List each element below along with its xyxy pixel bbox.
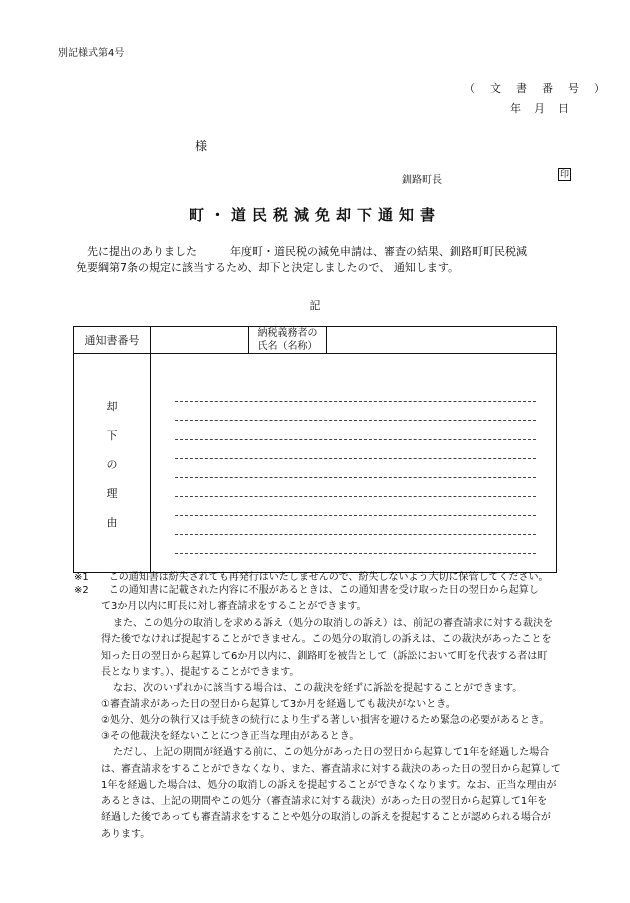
reason-line <box>175 420 536 421</box>
reason-char-4: 理 <box>106 487 118 500</box>
reason-char-2: 下 <box>106 429 118 442</box>
reason-char-3: の <box>106 458 118 471</box>
note-line: て3か月以内に町長に対し審査請求をすることができます。 <box>101 601 367 612</box>
reason-line <box>175 458 536 459</box>
taxpayer-name-label <box>249 327 327 354</box>
rejection-reason-label <box>74 354 151 573</box>
note-line: 1年を経過した場合は、処分の取消しの訴えを提起することができなくなります。なお、正当な理由が <box>101 780 557 791</box>
taxpayer-label-line1: 納税義務者の <box>257 328 318 339</box>
document-number: （ 文 書 番 号 ） <box>464 82 607 95</box>
form-number: 別記様式第4号 <box>58 48 125 59</box>
note-line: あるときは、上記の期間やこの処分（審査請求に対する裁決）があった日の翌日から起算して1年を <box>101 796 548 807</box>
reason-line <box>175 477 536 478</box>
seal-stamp: 印 <box>559 170 569 180</box>
taxpayer-name-field[interactable] <box>327 327 557 354</box>
notice-table <box>73 326 557 573</box>
document-title: 町・道民税減免却下通知書 <box>188 206 441 224</box>
note-line: ②処分、処分の執行又は手続きの続行により生ずる著しい損害を避けるため緊急の必要があるとき。 <box>101 715 550 726</box>
notice-number-field[interactable] <box>151 327 249 354</box>
note-line: ※1 この通知書は紛失されても再発行はいたしませんので、紛失しないよう大切に保管してください。 <box>74 572 549 583</box>
reason-line <box>175 515 536 516</box>
note-line: あります。 <box>101 829 151 840</box>
note-line: ③その他裁決を経ないことにつき正当な理由があるとき。 <box>101 731 360 742</box>
note-line: ※2 この通知書に記載された内容に不服があるときは、この通知書を受け取った日の翌日から起算し <box>74 585 539 596</box>
note-line: ①審査請求があった日の翌日から起算して3か月を経過しても裁決がないとき。 <box>101 699 456 710</box>
sender-name: 釧路町長 <box>402 175 442 186</box>
ki-heading: 記 <box>309 299 321 312</box>
reason-line <box>175 439 536 440</box>
notice-number-label: 通知書番号 <box>74 327 151 354</box>
addressee-suffix: 様 <box>195 139 208 153</box>
reason-char-1: 却 <box>106 400 118 413</box>
note-line: なお、次のいずれかに該当する場合は、この裁決を経ずに訴訟を提起することができます。 <box>113 683 523 694</box>
note-line: ただし、上記の期間が経過する前に、この処分があった日の翌日から起算して1年を経過した場合 <box>113 747 550 758</box>
body-line-2: 免要綱第7条の規定に該当するため、却下と決定しましたので、 通知します。 <box>76 261 459 274</box>
note-line: 得た後でなければ提起することができません。この処分の取消しの訴えは、この裁決があったことを <box>101 634 552 645</box>
reason-line <box>175 553 536 554</box>
note-line: 知った日の翌日から起算して6か月以内に、釧路町を被告として（訴訟において町を代表する者は町 <box>101 651 548 662</box>
note-line: は、審査請求をすることができなくなり、また、審査請求に対する裁決のあった日の翌日から起算して <box>101 764 561 775</box>
note-line: また、この処分の取消しを求める訴え（処分の取消しの訴え）は、前記の審査請求に対する裁決を <box>113 618 553 629</box>
reason-line <box>175 534 536 535</box>
body-line-1: 先に提出のありました 年度町・道民税の減免申請は、審査の結果、釧路町町民税減 <box>87 245 527 258</box>
issue-date: 年 月 日 <box>510 102 570 115</box>
note-line: 経過した後であっても審査請求をすることや処分の取消しの訴えを提起することが認められる場合が <box>101 812 551 823</box>
reason-line <box>175 401 536 402</box>
rejection-reason-area[interactable] <box>151 354 557 573</box>
taxpayer-label-line2: 氏名（名称） <box>257 341 318 352</box>
reason-char-5: 由 <box>106 516 118 529</box>
note-line: 長となります。）、提起することができます。 <box>101 667 300 678</box>
reason-line <box>175 496 536 497</box>
